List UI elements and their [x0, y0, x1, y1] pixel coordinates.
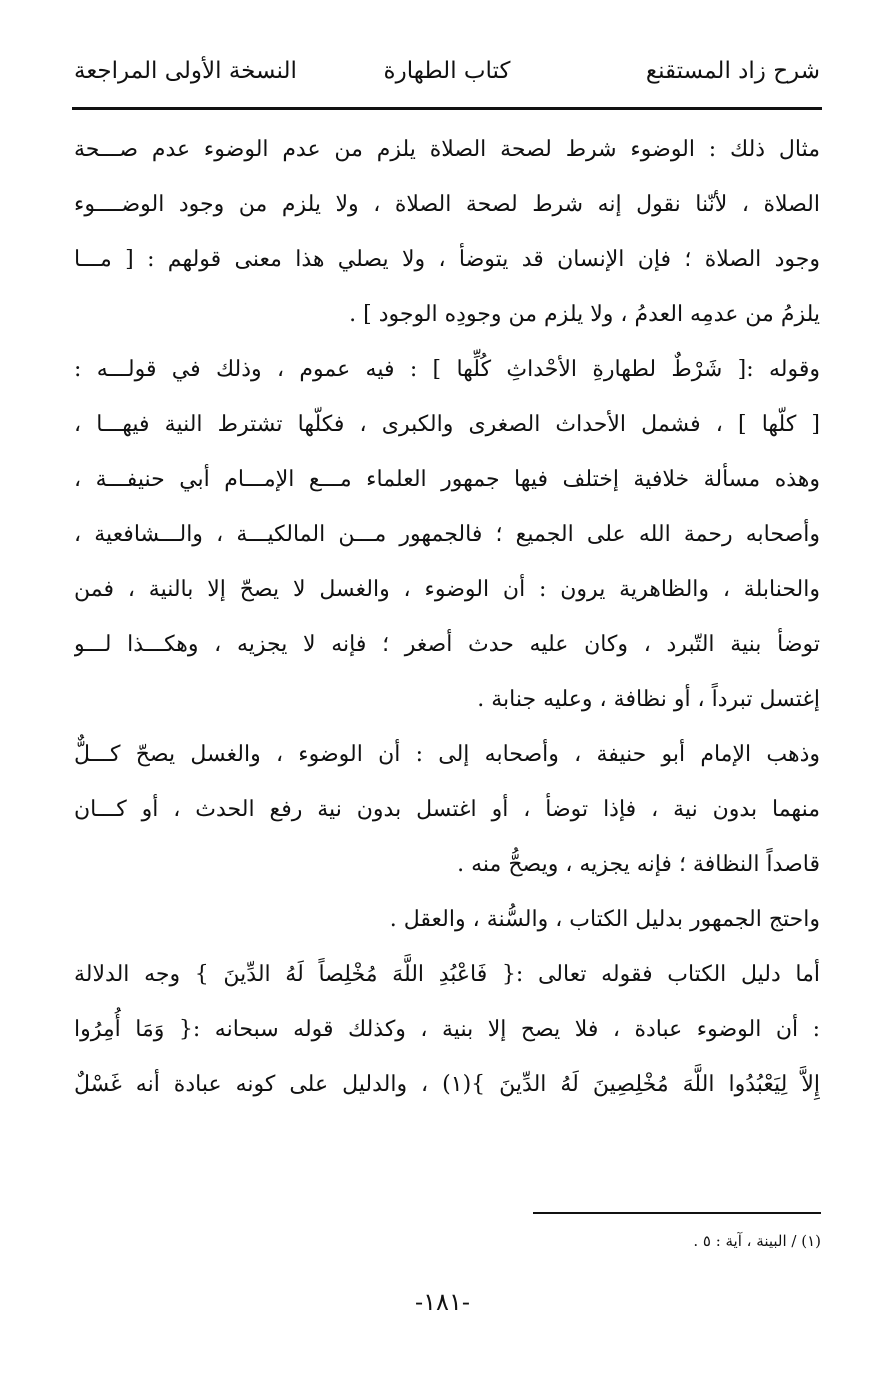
text-line: الصلاة ، لأنّنا نقول إنه شرط لصحة الصلاة ، ولا يلزم من وجود الوضــــوء	[74, 192, 820, 217]
text-line: وهذه مسألة خلافية إختلف فيها جمهور العلماء مـــع الإمـــام أبي حنيفـــة ،	[74, 467, 820, 492]
text-line: وجود الصلاة ؛ فإن الإنسان قد يتوضأ ، ولا يصلي هذا معنى قولهم : [ مـــا	[74, 247, 820, 272]
page-number: -١٨١-	[415, 1288, 470, 1316]
text-line: وأصحابه رحمة الله على الجميع ؛ فالجمهور مـــن المالكيـــة ، والـــشافعية ،	[74, 522, 820, 547]
text-line: إغتسل تبرداً ، أو نظافة ، وعليه جنابة .	[477, 687, 820, 712]
text-line: : أن الوضوء عبادة ، فلا يصح إلا بنية ، وكذلك قوله سبحانه :{ وَمَا أُمِرُوا	[74, 1017, 820, 1042]
page-header	[74, 52, 820, 96]
footnote: (١) / البينة ، آية : ٥ .	[693, 1232, 821, 1250]
text-line: واحتج الجمهور بدليل الكتاب ، والسُّنة ، والعقل .	[389, 907, 820, 932]
text-line: توضأ بنية التّبرد ، وكان عليه حدث أصغر ؛ فإنه لا يجزيه ، وهكـــذا لـــو	[74, 632, 820, 657]
text-line: والحنابلة ، والظاهرية يرون : أن الوضوء ، والغسل لا يصحّ إلا بالنية ، فمن	[74, 577, 820, 602]
text-line: قاصداً النظافة ؛ فإنه يجزيه ، ويصحُّ منه .	[457, 852, 820, 877]
text-line: [ كلّها ] ، فشمل الأحداث الصغرى والكبرى ، فكلّها تشترط النية فيهـــا ،	[74, 412, 820, 437]
text-line: يلزمُ من عدمِه العدمُ ، ولا يلزم من وجودِه الوجود ] .	[349, 302, 820, 327]
header-book-title: شرح زاد المستقنع	[645, 58, 820, 84]
text-line: وقوله :[ شَرْطٌ لطهارةِ الأحْداثِ كُلِّها ] : فيه عموم ، وذلك في قولـــه :	[74, 357, 820, 382]
text-line: وذهب الإمام أبو حنيفة ، وأصحابه إلى : أن الوضوء ، والغسل يصحّ كـــلٌّ	[74, 742, 820, 767]
text-line: أما دليل الكتاب فقوله تعالى :{ فَاعْبُدِ اللَّهَ مُخْلِصاً لَهُ الدِّينَ } وجه الدلالة	[74, 962, 820, 987]
header-edition-note: النسخة الأولى المراجعة	[74, 58, 297, 84]
text-line: إِلاَّ لِيَعْبُدُوا اللَّهَ مُخْلِصِينَ لَهُ الدِّينَ }(١) ، والدليل على كونه عبادة أنه غَسْلٌ	[74, 1072, 820, 1097]
footnote-divider	[533, 1212, 821, 1214]
text-line: مثال ذلك : الوضوء شرط لصحة الصلاة يلزم من عدم الوضوء عدم صـــحة	[74, 137, 820, 162]
text-line: منهما بدون نية ، فإذا توضأ ، أو اغتسل بدون نية رفع الحدث ، أو كـــان	[74, 797, 820, 822]
header-divider	[72, 107, 822, 110]
header-chapter-title: كتاب الطهارة	[383, 58, 511, 84]
body-text	[74, 122, 820, 1112]
